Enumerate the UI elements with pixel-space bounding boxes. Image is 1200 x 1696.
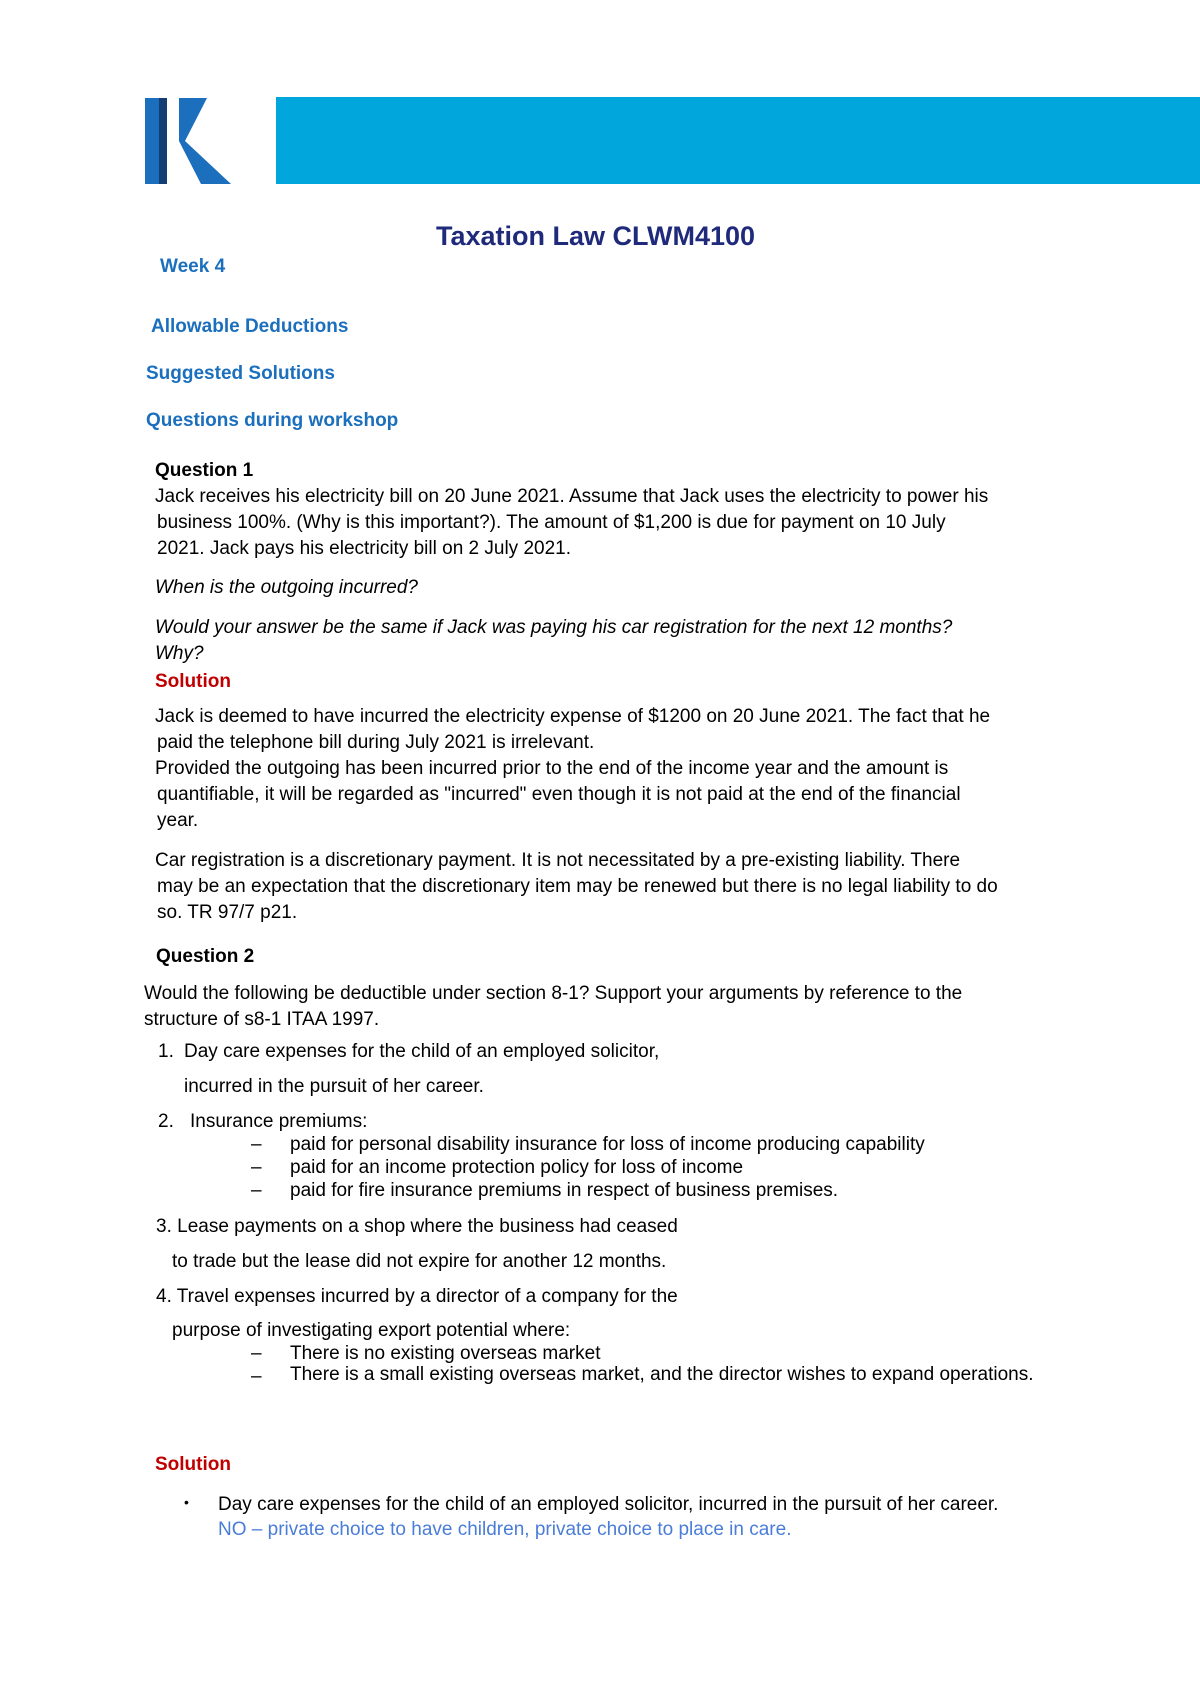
ask-line: Would your answer be the same if Jack was paying his car registration for the next 12 months? [155, 617, 953, 638]
question-2-intro [144, 981, 962, 1033]
dash-icon: – [251, 1366, 262, 1387]
intro-line: Would the following be deductible under section 8-1? Support your arguments by reference to the [144, 983, 963, 1004]
list-item-4-text-cont: purpose of investigating export potential where: [172, 1320, 571, 1341]
list-item-3-text: 3. Lease payments on a shop where the business had ceased [156, 1216, 678, 1237]
solution-line: year. [157, 810, 199, 831]
sub-item: There is a small existing overseas market, and the director wishes to expand operations. [290, 1364, 1034, 1385]
subtitle-heading: Suggested Solutions [146, 363, 335, 384]
sub-item: paid for personal disability insurance for loss of income producing capability [290, 1134, 925, 1155]
solution-line: quantifiable, it will be regarded as "incurred" even though it is not paid at the end of the financial [157, 784, 961, 805]
list-item-2-number: 2. [158, 1111, 174, 1132]
k-logo-icon [145, 98, 231, 184]
list-item-1-text-cont: incurred in the pursuit of her career. [184, 1076, 484, 1097]
solution-line: Car registration is a discretionary payment. It is not necessitated by a pre-existing liability. There [155, 850, 961, 871]
question-1-solution-label: Solution [155, 671, 231, 692]
dash-icon: – [251, 1134, 262, 1155]
question-2-heading: Question 2 [156, 946, 255, 967]
question-1-ask: When is the outgoing incurred? [155, 577, 418, 598]
dash-icon: – [251, 1157, 262, 1178]
ask-line: Why? [155, 643, 204, 664]
dash-icon: – [251, 1180, 262, 1201]
question-1-solution-paragraph-2 [155, 848, 998, 926]
question-1-ask-2 [155, 615, 952, 667]
question-2-solution-label: Solution [155, 1454, 231, 1475]
solution-line: so. TR 97/7 p21. [157, 902, 298, 923]
solution-bullet-1: Day care expenses for the child of an employed solicitor, incurred in the pursuit of her career. [218, 1494, 999, 1515]
sub-item: paid for an income protection policy for loss of income [290, 1157, 744, 1178]
solution-line: may be an expectation that the discretionary item may be renewed but there is no legal liability to do [157, 876, 998, 897]
question-1-solution-paragraph-1 [155, 704, 990, 834]
sub-item: There is no existing overseas market [290, 1343, 601, 1364]
header-banner [276, 97, 1200, 184]
solution-line: Jack is deemed to have incurred the electricity expense of $1200 on 20 June 2021. The fact that he [155, 706, 991, 727]
solution-answer-1: NO – private choice to have children, private choice to place in care. [218, 1519, 792, 1540]
sub-item: paid for fire insurance premiums in respect of business premises. [290, 1180, 839, 1201]
list-item-1-number: 1. [158, 1041, 174, 1062]
dash-icon: – [251, 1343, 262, 1364]
bullet-icon: • [184, 1494, 189, 1510]
topic-heading: Allowable Deductions [151, 316, 349, 337]
list-item-4-text: 4. Travel expenses incurred by a director of a company for the [156, 1286, 678, 1307]
body-line: Jack receives his electricity bill on 20 June 2021. Assume that Jack uses the electricity to power his [155, 486, 989, 507]
section-heading: Questions during workshop [146, 410, 399, 431]
list-item-3-text-cont: to trade but the lease did not expire for another 12 months. [172, 1251, 667, 1272]
solution-line: paid the telephone bill during July 2021 is irrelevant. [157, 732, 595, 753]
intro-line: structure of s8-1 ITAA 1997. [144, 1009, 380, 1030]
page-title: Taxation Law CLWM4100 [436, 221, 756, 251]
body-line: business 100%. (Why is this important?). The amount of $1,200 is due for payment on 10 July [157, 512, 946, 533]
solution-line: Provided the outgoing has been incurred prior to the end of the income year and the amount is [155, 758, 949, 779]
week-label: Week 4 [160, 256, 226, 277]
question-1-heading: Question 1 [155, 460, 254, 481]
list-item-1-text: Day care expenses for the child of an employed solicitor, [184, 1041, 660, 1062]
question-1-body [155, 484, 988, 562]
body-line: 2021. Jack pays his electricity bill on 2 July 2021. [157, 538, 571, 559]
list-item-2-text: Insurance premiums: [190, 1111, 368, 1132]
